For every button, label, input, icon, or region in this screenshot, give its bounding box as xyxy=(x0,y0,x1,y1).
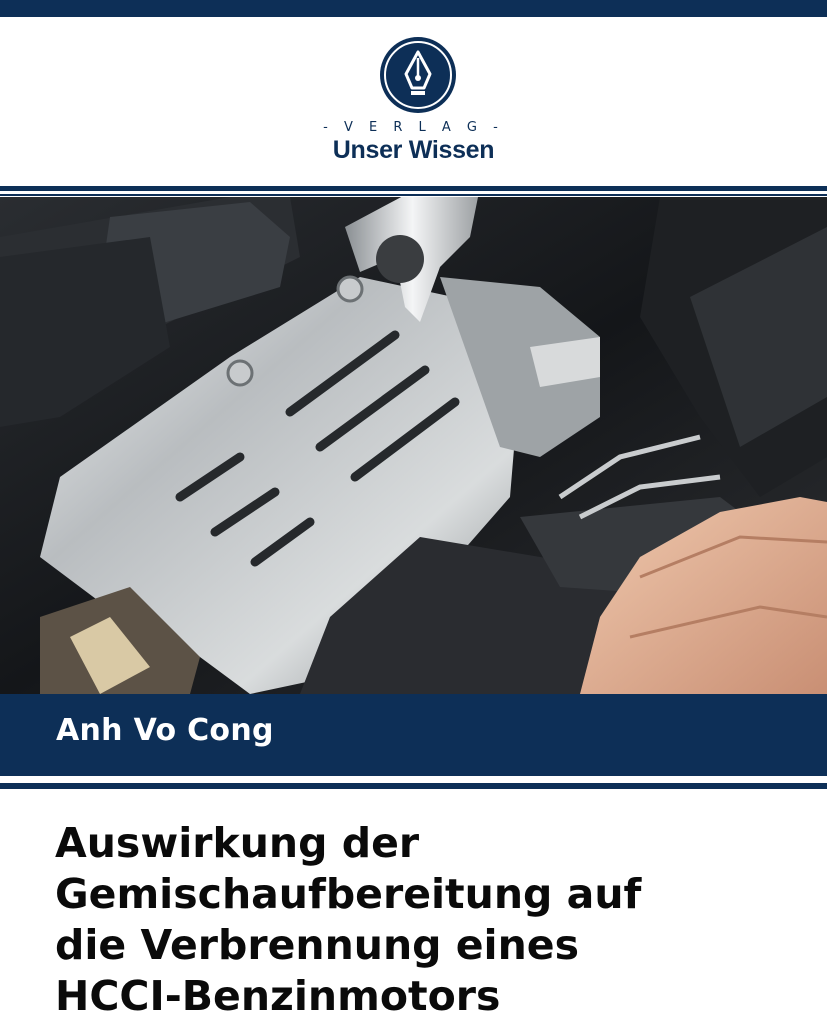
engine-bay-photo-icon xyxy=(0,197,827,694)
title-line: Auswirkung der xyxy=(55,819,420,867)
divider-rule xyxy=(0,194,827,196)
pen-nib-icon xyxy=(379,36,457,114)
book-title xyxy=(55,818,815,1022)
cover-photo xyxy=(0,197,827,694)
publisher-name: Unser Wissen xyxy=(332,136,495,164)
publisher-logo xyxy=(0,36,827,166)
title-line: HCCI-Benzinmotors xyxy=(55,972,501,1020)
author-band xyxy=(0,694,827,776)
title-line: Gemischaufbereitung auf xyxy=(55,870,642,918)
divider-rule xyxy=(0,783,827,789)
title-line: die Verbrennung eines xyxy=(55,921,580,969)
divider-rule xyxy=(0,778,827,781)
author-name: Anh Vo Cong xyxy=(56,713,274,748)
imprint-label: - V E R L A G - xyxy=(323,120,504,135)
divider-rule xyxy=(0,186,827,191)
top-color-bar xyxy=(0,0,827,17)
